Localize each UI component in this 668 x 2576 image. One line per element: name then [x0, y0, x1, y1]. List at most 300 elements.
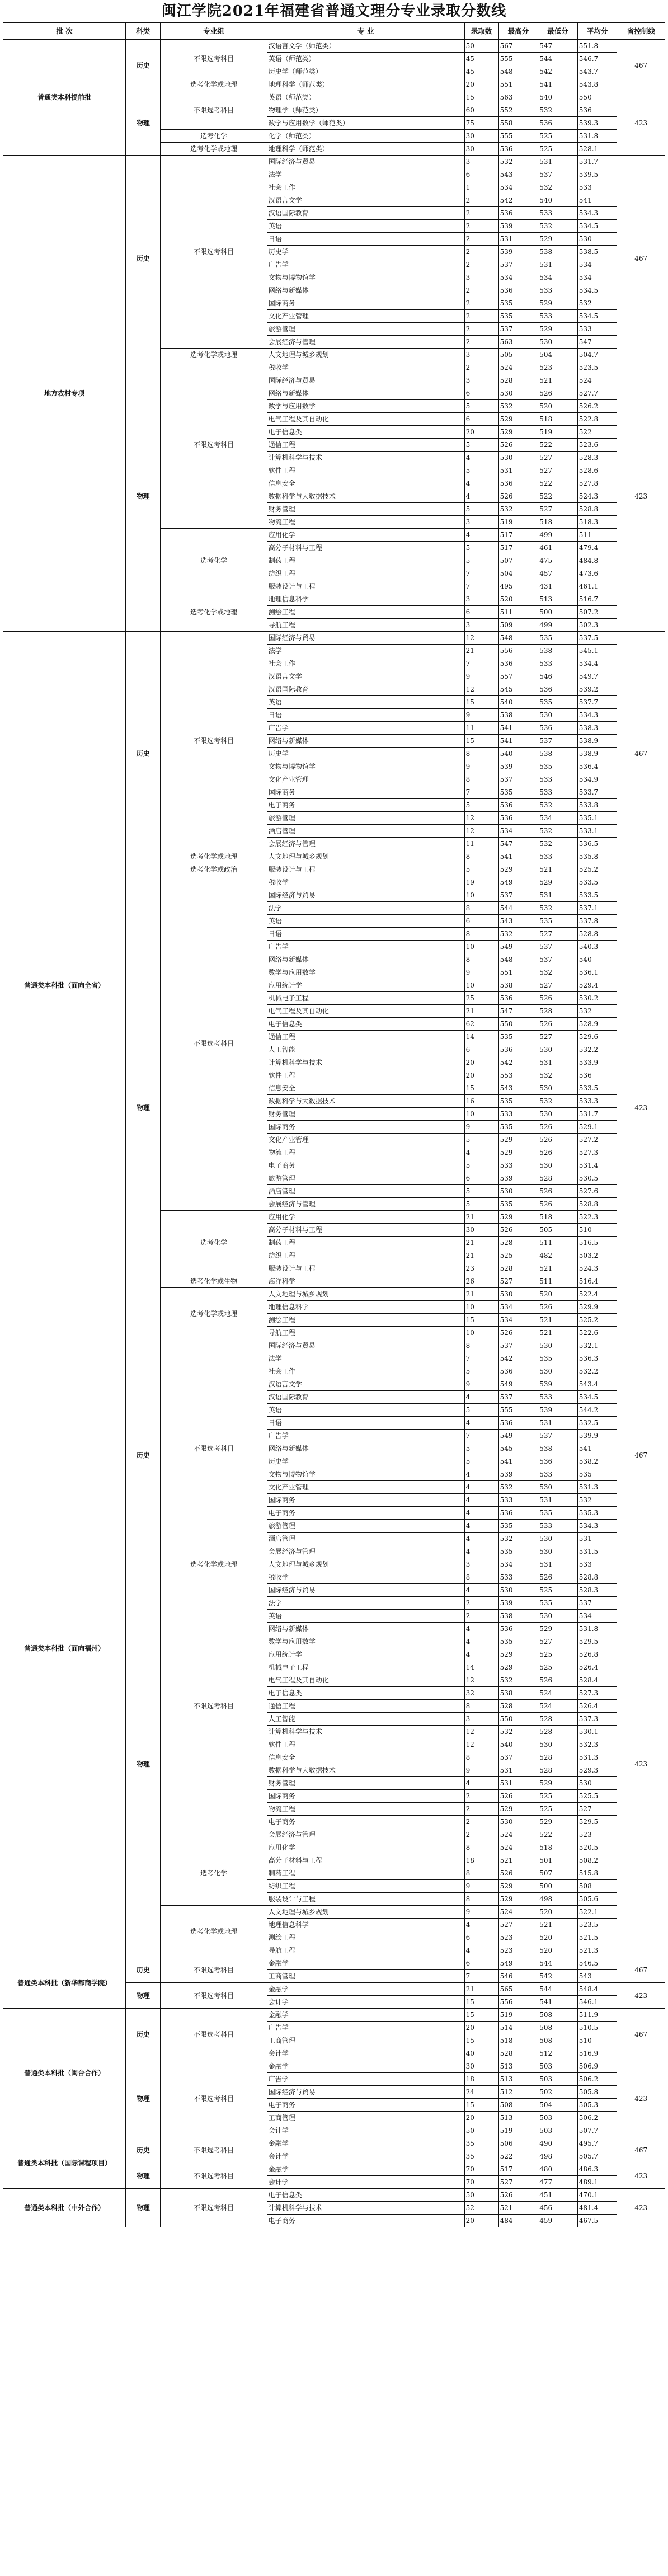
avg-score-cell: 523.5	[577, 1919, 617, 1931]
group-cell: 选考化学	[161, 1841, 267, 1906]
max-score-cell: 529	[498, 1146, 538, 1159]
avg-score-cell: 506.2	[577, 2073, 617, 2086]
max-score-cell: 531	[498, 464, 538, 477]
avg-score-cell: 535	[577, 1468, 617, 1481]
max-score-cell: 524	[498, 1841, 538, 1854]
max-score-cell: 536	[498, 1365, 538, 1378]
major-cell: 人工智能	[267, 1713, 464, 1726]
major-cell: 广告学	[267, 941, 464, 953]
admitted-count-cell: 8	[464, 902, 498, 915]
max-score-cell: 537	[498, 323, 538, 336]
header-group: 专业组	[161, 23, 267, 40]
avg-score-cell: 530	[577, 233, 617, 246]
group-cell: 选考化学或地理	[161, 143, 267, 156]
max-score-cell: 514	[498, 2022, 538, 2034]
admitted-count-cell: 8	[464, 850, 498, 863]
avg-score-cell: 547	[577, 336, 617, 349]
min-score-cell: 490	[538, 2137, 578, 2150]
major-cell: 国际商务	[267, 786, 464, 799]
major-cell: 测绘工程	[267, 1314, 464, 1327]
max-score-cell: 532	[498, 1726, 538, 1738]
group-cell: 不限选考科目	[161, 2189, 267, 2227]
min-score-cell: 534	[538, 271, 578, 284]
avg-score-cell: 506.9	[577, 2060, 617, 2073]
min-score-cell: 456	[538, 2202, 578, 2215]
min-score-cell: 533	[538, 773, 578, 786]
category-cell: 物理	[126, 1571, 161, 1957]
min-score-cell: 503	[538, 2060, 578, 2073]
max-score-cell: 548	[498, 953, 538, 966]
admitted-count-cell: 3	[464, 1713, 498, 1726]
min-score-cell: 518	[538, 1211, 578, 1224]
max-score-cell: 529	[498, 1211, 538, 1224]
max-score-cell: 545	[498, 1442, 538, 1455]
table-row	[3, 2009, 665, 2022]
major-cell: 英语（师范类）	[267, 91, 464, 104]
major-cell: 制药工程	[267, 1237, 464, 1249]
admitted-count-cell: 4	[464, 1919, 498, 1931]
major-cell: 网络与新媒体	[267, 735, 464, 748]
max-score-cell: 548	[498, 632, 538, 645]
min-score-cell: 520	[538, 1931, 578, 1944]
min-score-cell: 542	[538, 1970, 578, 1983]
min-score-cell: 537	[538, 941, 578, 953]
major-cell: 地理信息科学	[267, 1919, 464, 1931]
group-cell: 选考化学或政治	[161, 863, 267, 876]
major-cell: 金融学	[267, 2060, 464, 2073]
max-score-cell: 544	[498, 902, 538, 915]
major-cell: 英语	[267, 915, 464, 928]
max-score-cell: 526	[498, 439, 538, 452]
table-row	[3, 1957, 665, 1970]
major-cell: 数学与应用数学	[267, 400, 464, 413]
avg-score-cell: 505.7	[577, 2150, 617, 2163]
admitted-count-cell: 6	[464, 413, 498, 426]
avg-score-cell: 522.8	[577, 413, 617, 426]
max-score-cell: 536	[498, 1507, 538, 1520]
avg-score-cell: 546.7	[577, 53, 617, 65]
avg-score-cell: 546.5	[577, 1957, 617, 1970]
avg-score-cell: 551.8	[577, 40, 617, 53]
major-cell: 英语	[267, 220, 464, 233]
admitted-count-cell: 4	[464, 1481, 498, 1494]
major-cell: 国际经济与贸易	[267, 889, 464, 902]
min-score-cell: 499	[538, 529, 578, 542]
max-score-cell: 537	[498, 258, 538, 271]
max-score-cell: 537	[498, 1339, 538, 1352]
admitted-count-cell: 10	[464, 1301, 498, 1314]
document-title: 闽江学院2021年福建省普通文理分专业录取分数线	[161, 3, 507, 20]
avg-score-cell: 526.2	[577, 400, 617, 413]
max-score-cell: 517	[498, 542, 538, 554]
avg-score-cell: 531.7	[577, 1108, 617, 1121]
admitted-count-cell: 7	[464, 1970, 498, 1983]
avg-score-cell: 532.1	[577, 1339, 617, 1352]
major-cell: 金融学	[267, 1957, 464, 1970]
max-score-cell: 538	[498, 1610, 538, 1623]
min-score-cell: 540	[538, 194, 578, 207]
max-score-cell: 550	[498, 1713, 538, 1726]
max-score-cell: 532	[498, 156, 538, 168]
admitted-count-cell: 12	[464, 632, 498, 645]
max-score-cell: 520	[498, 593, 538, 606]
group-cell: 不限选考科目	[161, 1571, 267, 1841]
admitted-count-cell: 52	[464, 2202, 498, 2215]
max-score-cell: 521	[498, 2202, 538, 2215]
min-score-cell: 526	[538, 1198, 578, 1211]
avg-score-cell: 528.8	[577, 1198, 617, 1211]
max-score-cell: 558	[498, 117, 538, 130]
max-score-cell: 512	[498, 2086, 538, 2099]
avg-score-cell: 538.3	[577, 722, 617, 735]
avg-score-cell: 505.6	[577, 1893, 617, 1906]
admitted-count-cell: 5	[464, 1185, 498, 1198]
major-cell: 人文地理与城乡规划	[267, 1288, 464, 1301]
min-score-cell: 527	[538, 452, 578, 464]
admitted-count-cell: 5	[464, 799, 498, 812]
min-score-cell: 518	[538, 516, 578, 529]
avg-score-cell: 532.3	[577, 1738, 617, 1751]
min-score-cell: 482	[538, 1249, 578, 1262]
major-cell: 测绘工程	[267, 606, 464, 619]
max-score-cell: 536	[498, 477, 538, 490]
min-score-cell: 535	[538, 1507, 578, 1520]
min-score-cell: 500	[538, 606, 578, 619]
min-score-cell: 519	[538, 426, 578, 439]
major-cell: 网络与新媒体	[267, 1623, 464, 1635]
major-cell: 电子商务	[267, 2215, 464, 2227]
admitted-count-cell: 15	[464, 1082, 498, 1095]
admitted-count-cell: 21	[464, 1288, 498, 1301]
min-score-cell: 533	[538, 207, 578, 220]
admitted-count-cell: 20	[464, 2022, 498, 2034]
avg-score-cell: 527	[577, 1803, 617, 1816]
max-score-cell: 535	[498, 1121, 538, 1134]
max-score-cell: 542	[498, 1352, 538, 1365]
major-cell: 法学	[267, 645, 464, 657]
avg-score-cell: 527.3	[577, 1146, 617, 1159]
max-score-cell: 532	[498, 503, 538, 516]
admitted-count-cell: 21	[464, 1211, 498, 1224]
group-cell: 选考化学或地理	[161, 593, 267, 632]
min-score-cell: 511	[538, 1237, 578, 1249]
major-cell: 国际经济与贸易	[267, 156, 464, 168]
major-cell: 软件工程	[267, 464, 464, 477]
min-score-cell: 524	[538, 1687, 578, 1700]
admitted-count-cell: 4	[464, 1635, 498, 1648]
max-score-cell: 527	[498, 2176, 538, 2189]
avg-score-cell: 528.1	[577, 143, 617, 156]
max-score-cell: 523	[498, 1944, 538, 1957]
major-cell: 汉语言文学	[267, 670, 464, 683]
major-cell: 会计学	[267, 2047, 464, 2060]
avg-score-cell: 531.7	[577, 156, 617, 168]
avg-score-cell: 535.1	[577, 812, 617, 825]
avg-score-cell: 534.3	[577, 1520, 617, 1533]
header-min-score: 最低分	[538, 23, 578, 40]
major-cell: 文化产业管理	[267, 310, 464, 323]
group-cell: 选考化学或地理	[161, 78, 267, 91]
avg-score-cell: 506.2	[577, 2112, 617, 2124]
admitted-count-cell: 4	[464, 1520, 498, 1533]
table-row	[3, 156, 665, 168]
major-cell: 地理科学（师范类）	[267, 143, 464, 156]
max-score-cell: 517	[498, 2163, 538, 2176]
group-cell: 选考化学	[161, 529, 267, 593]
avg-score-cell: 522.1	[577, 1906, 617, 1919]
avg-score-cell: 503.2	[577, 1249, 617, 1262]
admitted-count-cell: 50	[464, 2189, 498, 2202]
avg-score-cell: 535.3	[577, 1507, 617, 1520]
max-score-cell: 535	[498, 1095, 538, 1108]
major-cell: 物流工程	[267, 1803, 464, 1816]
admitted-count-cell: 35	[464, 2137, 498, 2150]
major-cell: 地理科学（师范类）	[267, 78, 464, 91]
major-cell: 数学与应用数学（师范类）	[267, 117, 464, 130]
major-cell: 英语（师范类）	[267, 53, 464, 65]
min-score-cell: 529	[538, 297, 578, 310]
max-score-cell: 535	[498, 1545, 538, 1558]
avg-score-cell: 486.3	[577, 2163, 617, 2176]
max-score-cell: 526	[498, 1224, 538, 1237]
avg-score-cell: 521.5	[577, 1931, 617, 1944]
min-score-cell: 520	[538, 1288, 578, 1301]
group-cell: 选考化学或地理	[161, 850, 267, 863]
major-cell: 酒店管理	[267, 1185, 464, 1198]
admitted-count-cell: 5	[464, 554, 498, 567]
group-cell: 选考化学或地理	[161, 1906, 267, 1957]
major-cell: 历史学	[267, 246, 464, 258]
admitted-count-cell: 6	[464, 1957, 498, 1970]
admitted-count-cell: 21	[464, 1249, 498, 1262]
major-cell: 会计学	[267, 2176, 464, 2189]
admitted-count-cell: 12	[464, 812, 498, 825]
group-cell: 不限选考科目	[161, 156, 267, 349]
header-batch: 批 次	[3, 23, 126, 40]
avg-score-cell: 541	[577, 194, 617, 207]
major-cell: 社会工作	[267, 1365, 464, 1378]
min-score-cell: 508	[538, 2022, 578, 2034]
max-score-cell: 504	[498, 567, 538, 580]
major-cell: 化学（师范类）	[267, 130, 464, 143]
avg-score-cell: 544.2	[577, 1404, 617, 1417]
avg-score-cell: 532.2	[577, 1043, 617, 1056]
category-cell: 历史	[126, 2137, 161, 2163]
min-score-cell: 535	[538, 760, 578, 773]
avg-score-cell: 526.4	[577, 1700, 617, 1713]
category-cell: 物理	[126, 2189, 161, 2227]
avg-score-cell: 508	[577, 1880, 617, 1893]
major-cell: 应用化学	[267, 1841, 464, 1854]
max-score-cell: 529	[498, 1134, 538, 1146]
major-cell: 计算机科学与技术	[267, 1056, 464, 1069]
group-cell: 不限选考科目	[161, 876, 267, 1211]
max-score-cell: 534	[498, 1558, 538, 1571]
admitted-count-cell: 2	[464, 297, 498, 310]
min-score-cell: 538	[538, 748, 578, 760]
min-score-cell: 540	[538, 91, 578, 104]
min-score-cell: 546	[538, 670, 578, 683]
avg-score-cell: 538.9	[577, 748, 617, 760]
min-score-cell: 503	[538, 2124, 578, 2137]
admitted-count-cell: 18	[464, 2073, 498, 2086]
min-score-cell: 499	[538, 619, 578, 632]
max-score-cell: 529	[498, 1803, 538, 1816]
admitted-count-cell: 4	[464, 1468, 498, 1481]
max-score-cell: 537	[498, 1391, 538, 1404]
avg-score-cell: 539.9	[577, 1430, 617, 1442]
major-cell: 广告学	[267, 2022, 464, 2034]
max-score-cell: 528	[498, 1262, 538, 1275]
avg-score-cell: 529.6	[577, 1031, 617, 1043]
max-score-cell: 513	[498, 2073, 538, 2086]
avg-score-cell: 516.5	[577, 1237, 617, 1249]
admitted-count-cell: 2	[464, 233, 498, 246]
major-cell: 人文地理与城乡规划	[267, 1906, 464, 1919]
max-score-cell: 549	[498, 876, 538, 889]
admitted-count-cell: 60	[464, 104, 498, 117]
max-score-cell: 547	[498, 838, 538, 850]
avg-score-cell: 538.9	[577, 735, 617, 748]
min-score-cell: 522	[538, 477, 578, 490]
max-score-cell: 511	[498, 606, 538, 619]
admitted-count-cell: 8	[464, 1700, 498, 1713]
admitted-count-cell: 20	[464, 2215, 498, 2227]
max-score-cell: 535	[498, 1635, 538, 1648]
major-cell: 应用化学	[267, 1211, 464, 1224]
min-score-cell: 530	[538, 1738, 578, 1751]
max-score-cell: 533	[498, 1159, 538, 1172]
admitted-count-cell: 9	[464, 966, 498, 979]
min-score-cell: 524	[538, 1700, 578, 1713]
batch-cell: 普通类本科批（面向全省）	[3, 632, 126, 1339]
min-score-cell: 532	[538, 799, 578, 812]
min-score-cell: 459	[538, 2215, 578, 2227]
admitted-count-cell: 8	[464, 928, 498, 941]
admitted-count-cell: 2	[464, 284, 498, 297]
avg-score-cell: 534	[577, 1610, 617, 1623]
major-cell: 数据科学与大数据技术	[267, 1764, 464, 1777]
min-score-cell: 535	[538, 1597, 578, 1610]
group-cell: 选考化学	[161, 1211, 267, 1275]
admitted-count-cell: 32	[464, 1687, 498, 1700]
admitted-count-cell: 12	[464, 1674, 498, 1687]
admitted-count-cell: 62	[464, 1018, 498, 1031]
admitted-count-cell: 7	[464, 1430, 498, 1442]
max-score-cell: 526	[498, 1867, 538, 1880]
admitted-count-cell: 6	[464, 1931, 498, 1944]
avg-score-cell: 530.1	[577, 1726, 617, 1738]
max-score-cell: 517	[498, 529, 538, 542]
avg-score-cell: 516.7	[577, 593, 617, 606]
avg-score-cell: 533.8	[577, 799, 617, 812]
major-cell: 会展经济与管理	[267, 336, 464, 349]
group-cell: 选考化学或生物	[161, 1275, 267, 1288]
avg-score-cell: 495.7	[577, 2137, 617, 2150]
major-cell: 社会工作	[267, 657, 464, 670]
min-score-cell: 532	[538, 181, 578, 194]
admitted-count-cell: 4	[464, 1391, 498, 1404]
min-score-cell: 536	[538, 1455, 578, 1468]
admitted-count-cell: 2	[464, 1610, 498, 1623]
major-cell: 地理信息科学	[267, 1301, 464, 1314]
min-score-cell: 526	[538, 1301, 578, 1314]
max-score-cell: 549	[498, 941, 538, 953]
major-cell: 物理学（师范类）	[267, 104, 464, 117]
major-cell: 会展经济与管理	[267, 1198, 464, 1211]
avg-score-cell: 532	[577, 297, 617, 310]
admitted-count-cell: 4	[464, 452, 498, 464]
admitted-count-cell: 4	[464, 1584, 498, 1597]
major-cell: 数据科学与大数据技术	[267, 490, 464, 503]
max-score-cell: 524	[498, 1906, 538, 1919]
min-score-cell: 529	[538, 1623, 578, 1635]
batch-cell: 地方农村专项	[3, 156, 126, 632]
admitted-count-cell: 2	[464, 1828, 498, 1841]
admitted-count-cell: 4	[464, 1417, 498, 1430]
max-score-cell: 532	[498, 1481, 538, 1494]
max-score-cell: 529	[498, 1880, 538, 1893]
admitted-count-cell: 2	[464, 361, 498, 374]
min-score-cell: 542	[538, 65, 578, 78]
min-score-cell: 536	[538, 683, 578, 696]
admitted-count-cell: 6	[464, 168, 498, 181]
min-score-cell: 529	[538, 1816, 578, 1828]
major-cell: 国际经济与贸易	[267, 374, 464, 387]
min-score-cell: 531	[538, 1494, 578, 1507]
avg-score-cell: 531.5	[577, 1545, 617, 1558]
major-cell: 财务管理	[267, 1777, 464, 1790]
major-cell: 高分子材料与工程	[267, 542, 464, 554]
major-cell: 日语	[267, 928, 464, 941]
min-score-cell: 520	[538, 1944, 578, 1957]
min-score-cell: 531	[538, 156, 578, 168]
admitted-count-cell: 4	[464, 1623, 498, 1635]
group-cell: 不限选考科目	[161, 1957, 267, 1983]
avg-score-cell: 536.1	[577, 966, 617, 979]
admitted-count-cell: 4	[464, 1507, 498, 1520]
major-cell: 通信工程	[267, 1700, 464, 1713]
admitted-count-cell: 9	[464, 1121, 498, 1134]
major-cell: 地理信息科学	[267, 593, 464, 606]
min-score-cell: 508	[538, 2034, 578, 2047]
major-cell: 纺织工程	[267, 1249, 464, 1262]
major-cell: 人文地理与城乡规划	[267, 850, 464, 863]
major-cell: 会展经济与管理	[267, 1828, 464, 1841]
max-score-cell: 519	[498, 2009, 538, 2022]
group-cell: 不限选考科目	[161, 361, 267, 529]
avg-score-cell: 537.3	[577, 1713, 617, 1726]
min-score-cell: 530	[538, 336, 578, 349]
max-score-cell: 509	[498, 619, 538, 632]
min-score-cell: 501	[538, 1854, 578, 1867]
major-cell: 国际商务	[267, 1494, 464, 1507]
max-score-cell: 556	[498, 645, 538, 657]
max-score-cell: 532	[498, 1674, 538, 1687]
avg-score-cell: 528.8	[577, 1571, 617, 1584]
avg-score-cell: 504.7	[577, 349, 617, 361]
avg-score-cell: 533	[577, 323, 617, 336]
major-cell: 旅游管理	[267, 1172, 464, 1185]
max-score-cell: 546	[498, 1970, 538, 1983]
max-score-cell: 538	[498, 1687, 538, 1700]
min-score-cell: 532	[538, 825, 578, 838]
avg-score-cell: 523.5	[577, 361, 617, 374]
max-score-cell: 529	[498, 1648, 538, 1661]
min-score-cell: 529	[538, 233, 578, 246]
avg-score-cell: 511.9	[577, 2009, 617, 2022]
max-score-cell: 563	[498, 91, 538, 104]
